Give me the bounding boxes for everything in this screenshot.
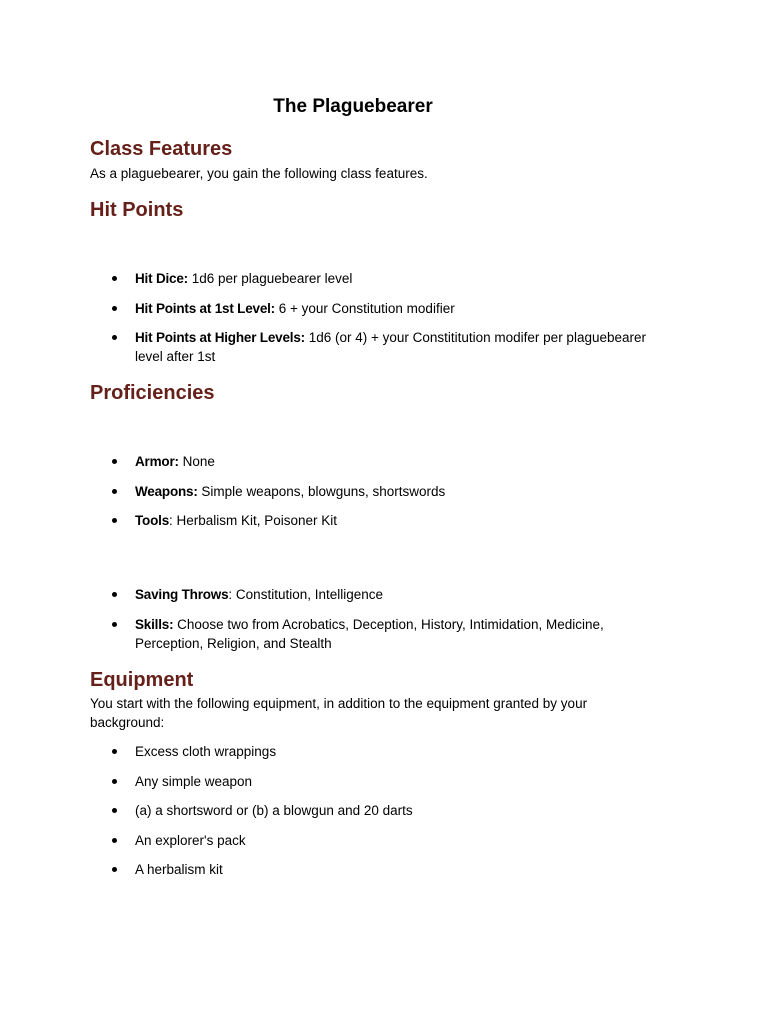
- heading-equipment: Equipment: [90, 669, 194, 691]
- heading-hit-points: Hit Points: [90, 199, 184, 221]
- item-text: Simple weapons, blowguns, shortswords: [197, 483, 446, 499]
- document-title: The Plaguebearer: [273, 96, 433, 117]
- equipment-intro: You start with the following equipment, in addition to the equipment granted by your background:: [90, 696, 588, 730]
- item-term: Hit Points at Higher Levels:: [135, 330, 305, 345]
- bullet-icon: [112, 518, 117, 523]
- item-term: Hit Dice:: [135, 271, 188, 286]
- bullet-icon: [112, 489, 117, 494]
- item-text: Choose two from Acrobatics, Deception, History, Intimidation, Medicine, Perception, Religion, and Stealth: [135, 616, 604, 651]
- item-text: Excess cloth wrappings: [135, 744, 277, 759]
- item-text: (a) a shortsword or (b) a blowgun and 20 darts: [135, 803, 413, 818]
- item-term: Hit Points at 1st Level:: [135, 300, 275, 316]
- bullet-icon: [112, 808, 117, 813]
- list-item: [90, 801, 670, 820]
- item-term: Skills:: [135, 616, 174, 632]
- bullet-icon: [112, 867, 117, 872]
- list-item: [90, 831, 670, 850]
- list-item: [90, 615, 670, 653]
- item-term: Tools: [135, 513, 169, 528]
- list-item: [90, 482, 670, 501]
- heading-proficiencies: Proficiencies: [90, 382, 215, 404]
- proficiencies-list-a: [90, 452, 670, 541]
- item-text: A herbalism kit: [135, 862, 223, 877]
- bullet-icon: [112, 276, 117, 281]
- bullet-icon: [112, 779, 117, 784]
- heading-class-features: Class Features: [90, 138, 233, 160]
- item-text: 6 + your Constitution modifier: [274, 300, 455, 316]
- item-text: : Herbalism Kit, Poisoner Kit: [169, 513, 338, 528]
- bullet-icon: [112, 335, 117, 340]
- list-item: [90, 772, 670, 791]
- list-item: [90, 269, 670, 288]
- bullet-icon: [112, 749, 117, 754]
- proficiencies-list-b: [90, 585, 670, 663]
- item-term: Saving Throws: [135, 587, 229, 602]
- list-item: [90, 585, 670, 604]
- bullet-icon: [112, 592, 117, 597]
- list-item: [90, 299, 670, 318]
- item-text: 1d6 per plaguebearer level: [187, 271, 353, 286]
- hit-points-list: [90, 269, 670, 377]
- bullet-icon: [112, 459, 117, 464]
- item-text: : Constitution, Intelligence: [228, 587, 384, 602]
- class-features-intro: As a plaguebearer, you gain the following class features.: [90, 166, 428, 181]
- item-text: An explorer's pack: [135, 832, 246, 848]
- item-text: 1d6 (or 4) + your Constititution modifer per plaguebearer level after 1st: [135, 330, 646, 364]
- equipment-list: [90, 742, 670, 890]
- item-text: Any simple weapon: [135, 773, 253, 789]
- list-item: [90, 452, 670, 471]
- bullet-icon: [112, 838, 117, 843]
- item-term: Armor:: [135, 454, 179, 469]
- list-item: [90, 511, 670, 530]
- list-item: [90, 742, 670, 761]
- bullet-icon: [112, 622, 117, 627]
- list-item: [90, 860, 670, 879]
- bullet-icon: [112, 306, 117, 311]
- item-term: Weapons:: [135, 483, 198, 499]
- list-item: [90, 328, 670, 366]
- item-text: None: [178, 454, 215, 469]
